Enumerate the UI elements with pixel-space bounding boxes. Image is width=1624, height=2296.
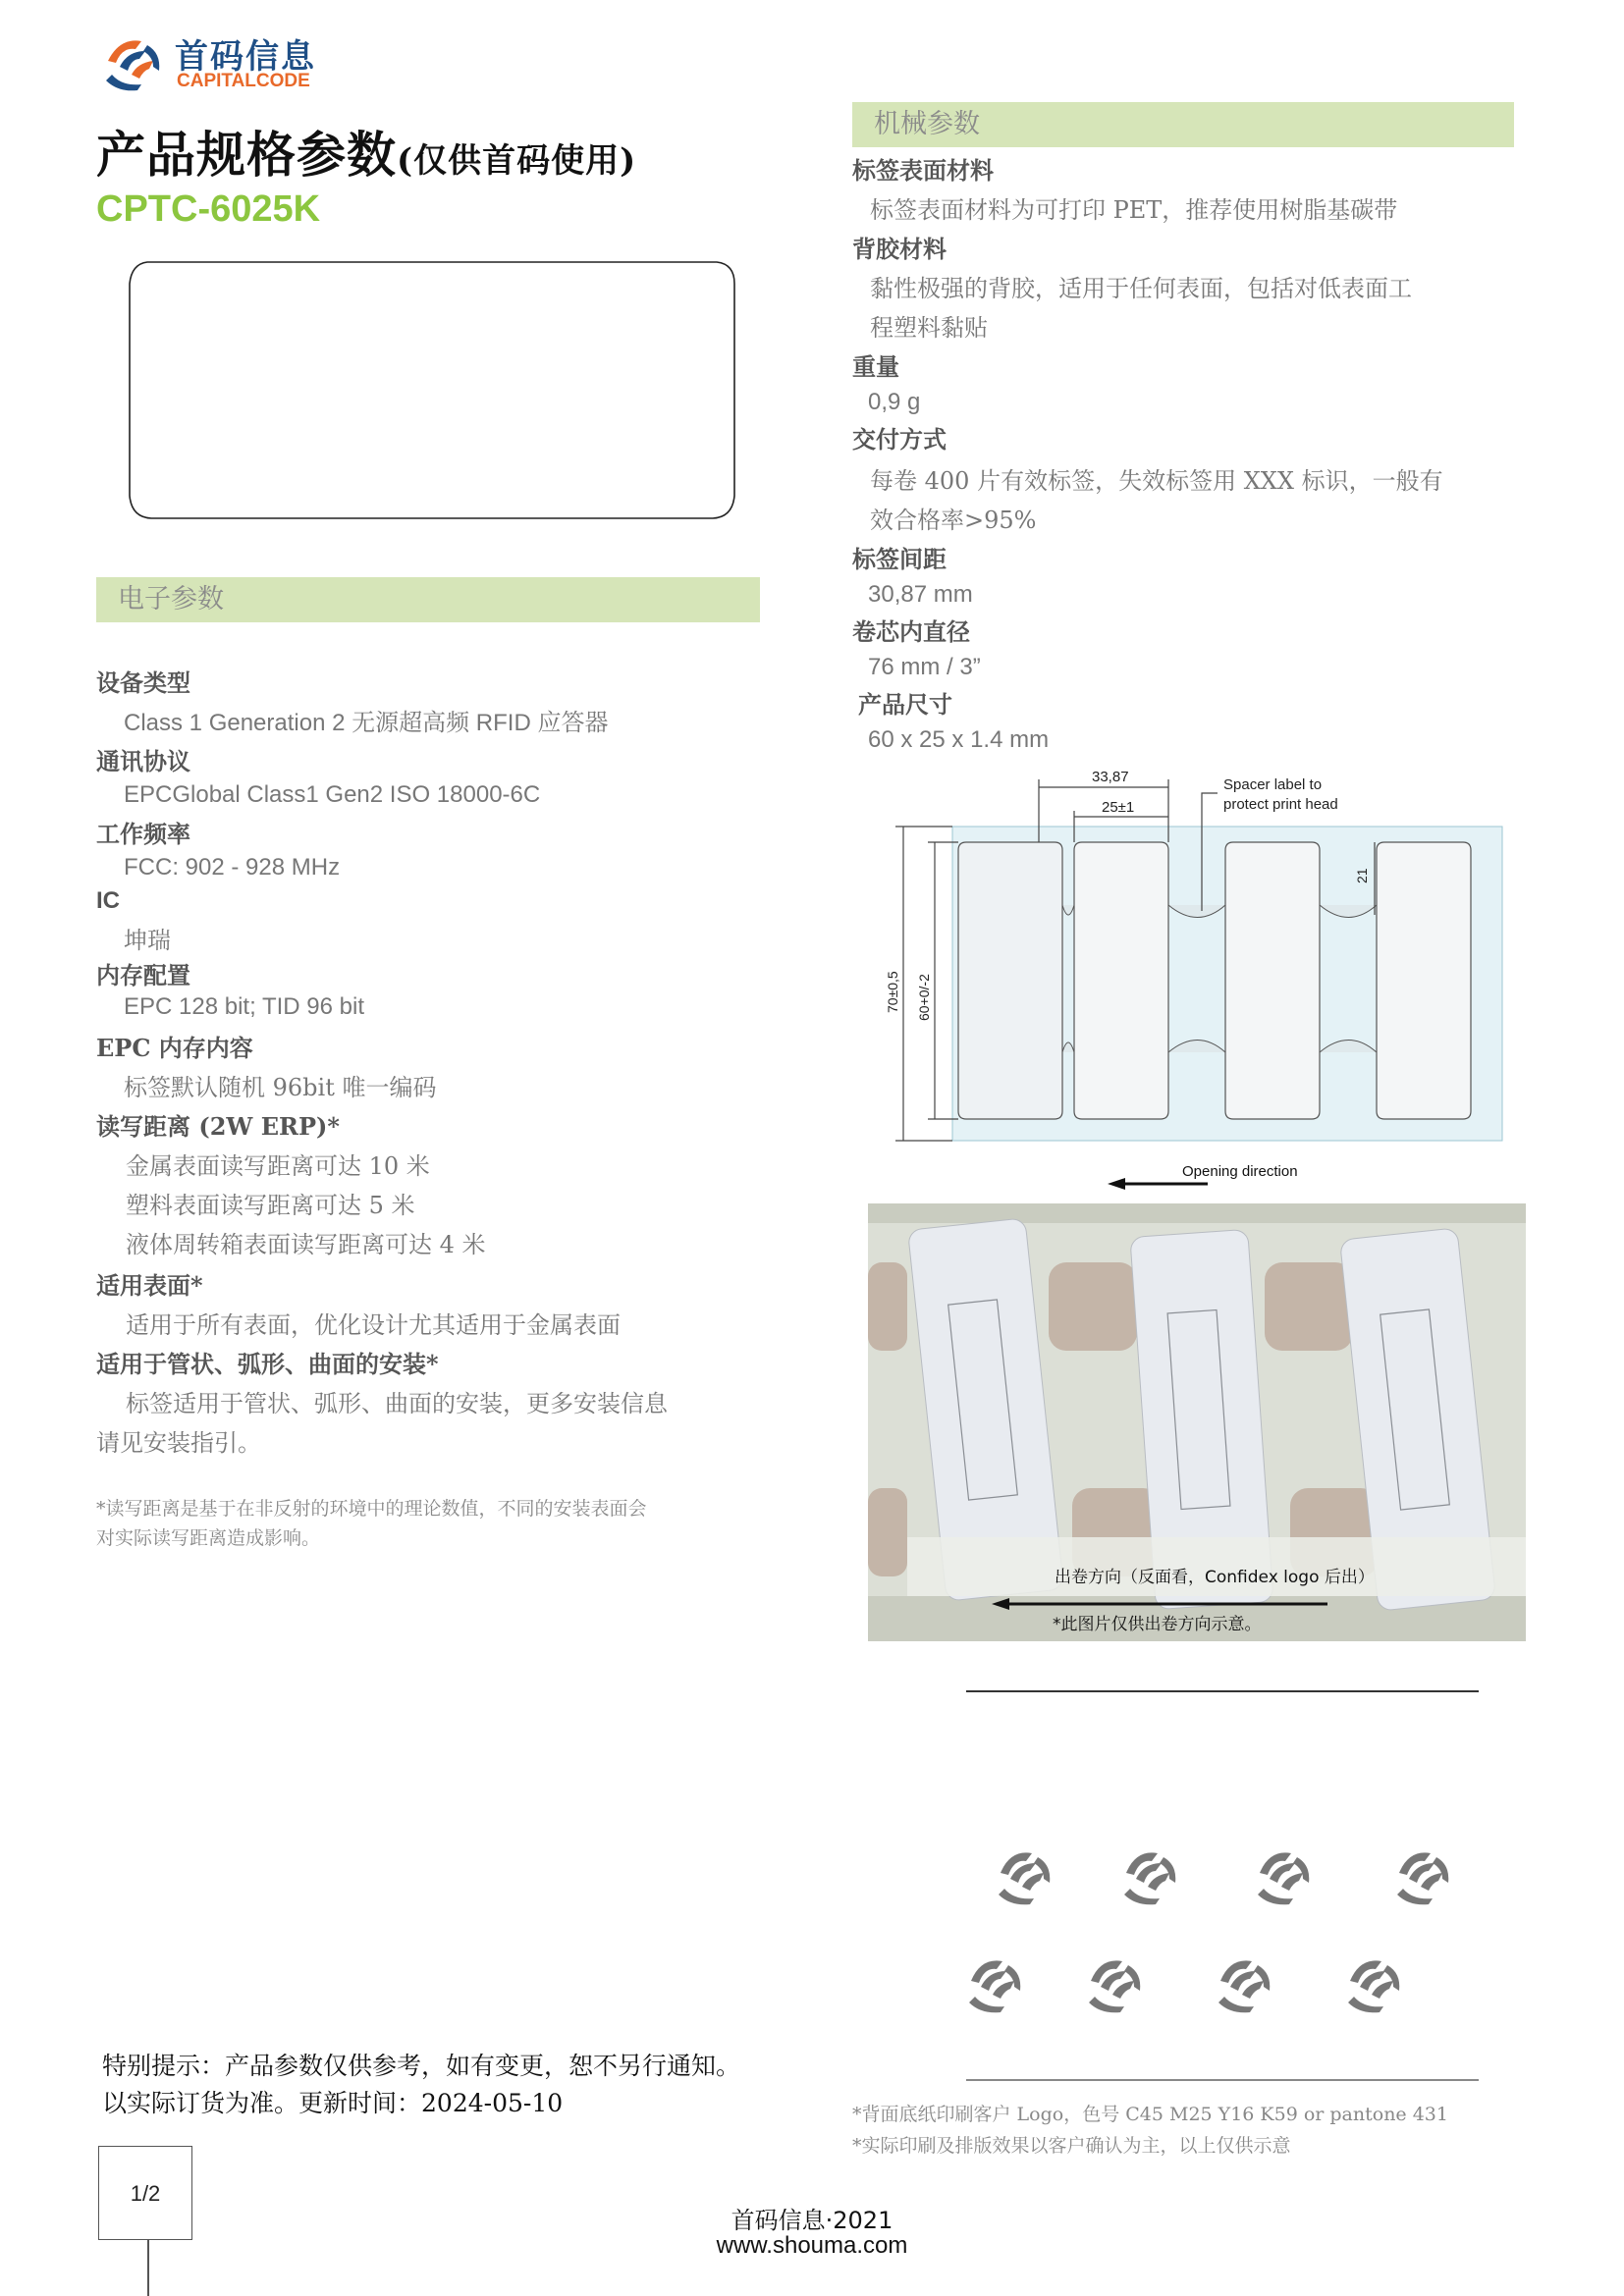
roll-dimension-diagram (874, 758, 1522, 1190)
special-notice (102, 2048, 829, 2122)
photo-caption-direction: 出卷方向（反面看，Confidex logo 后出） (1055, 1568, 1375, 1587)
footnote-line: *读写距离是基于在非反射的环境中的理论数值，不同的安装表面会 (96, 1498, 647, 1520)
title-suffix: (仅供首码使用) (397, 141, 637, 181)
model-number: CPTC-6025K (96, 188, 321, 230)
spec-label-ic: IC (96, 887, 120, 914)
spec-value-memory: EPC 128 bit; TID 96 bit (124, 993, 365, 1020)
page-number: 1/2 (98, 2146, 192, 2240)
roll-photo (868, 1203, 1526, 1641)
spec-value-ic: 坤瑞 (124, 927, 171, 954)
spacer-note-line-1: Spacer label to (1223, 776, 1323, 793)
spec-label-curved-install: 适用于管状、弧形、曲面的安装* (96, 1350, 439, 1378)
spec-value-delivery-1: 每卷 400 片有效标签，失效标签用 XXX 标识，一般有 (870, 467, 1443, 495)
spec-value-core-diameter: 76 mm / 3” (868, 654, 981, 680)
logo-icon (1348, 1960, 1399, 2012)
spec-label-pitch: 标签间距 (852, 545, 947, 573)
label-shape-outline (128, 260, 736, 520)
spec-label-core-diameter: 卷芯内直径 (852, 617, 970, 646)
spec-value-surface: 适用于所有表面，优化设计尤其适用于金属表面 (126, 1311, 621, 1339)
divider-line-thin (966, 2079, 1479, 2081)
notice-line: 特别提示：产品参数仅供参考，如有变更，恕不另行通知。 (102, 2052, 741, 2080)
page-title (96, 116, 636, 187)
capitalcode-logo-icon (98, 31, 169, 94)
dim-height-inner-label: 60+0/-2 (916, 974, 932, 1021)
spec-value-read-range-plastic: 塑料表面读写距离可达 5 米 (126, 1192, 415, 1219)
back-note-line: *实际印刷及排版效果以客户确认为主，以上仅供示意 (852, 2135, 1291, 2157)
footnote-line: 对实际读写距离造成影响。 (96, 1527, 321, 1549)
spec-label-surface: 适用表面* (96, 1271, 203, 1300)
section-mechanical-params: 机械参数 (852, 102, 1514, 147)
photo-caption-note: *此图片仅供出卷方向示意。 (1053, 1615, 1262, 1634)
spec-value-curved-install-1: 标签适用于管状、弧形、曲面的安装，更多安装信息 (126, 1390, 668, 1417)
spec-label-dimensions: 产品尺寸 (858, 690, 952, 719)
footer-url-link[interactable]: www.shouma.com (716, 2232, 908, 2259)
footer-brand: 首码信息·2021 (731, 2207, 893, 2234)
spec-label-frequency: 工作频率 (96, 820, 190, 848)
spec-label-delivery: 交付方式 (852, 425, 947, 454)
read-range-footnote (96, 1494, 764, 1553)
spec-value-adhesive-1: 黏性极强的背胶，适用于任何表面，包括对低表面工 (870, 275, 1412, 302)
divider-line (966, 1690, 1479, 1692)
logo-icon (1218, 1960, 1270, 2012)
spec-label-device-type: 设备类型 (96, 668, 190, 697)
spec-value-epc-content: 标签默认随机 96bit 唯一编码 (124, 1074, 437, 1101)
logo-icon (1258, 1852, 1309, 1904)
dim-pitch-label: 33,87 (1092, 769, 1129, 785)
spec-label-memory: 内存配置 (96, 961, 190, 989)
spec-value-frequency: FCC: 902 - 928 MHz (124, 854, 341, 881)
dim-height-outer-label: 70±0,5 (885, 971, 900, 1013)
back-note-line: *背面底纸印刷客户 Logo，色号 C45 M25 Y16 K59 or pantone 431 (852, 2104, 1448, 2125)
notice-line: 以实际订货为准。更新时间：2024-05-10 (102, 2089, 564, 2117)
brand-name-en: CAPITALCODE (177, 71, 310, 91)
logo-icon (999, 1852, 1050, 1904)
spec-label-adhesive: 背胶材料 (852, 235, 947, 263)
back-print-note (852, 2099, 1559, 2162)
spec-value-pitch: 30,87 mm (868, 581, 973, 608)
dim-gap-label: 21 (1354, 868, 1370, 883)
spec-value-dimensions: 60 x 25 x 1.4 mm (868, 726, 1050, 753)
liner-logo-pattern (957, 1845, 1488, 2052)
spec-value-read-range-metal: 金属表面读写距离可达 10 米 (126, 1152, 430, 1180)
spec-value-face-material: 标签表面材料为可打印 PET，推荐使用树脂基碳带 (870, 196, 1398, 224)
spec-value-protocol: EPCGlobal Class1 Gen2 ISO 18000-6C (124, 781, 541, 808)
spec-value-read-range-liquid: 液体周转箱表面读写距离可达 4 米 (126, 1231, 486, 1258)
opening-direction-label: Opening direction (1182, 1163, 1298, 1180)
spec-label-weight: 重量 (852, 352, 899, 381)
spec-value-device-type: Class 1 Generation 2 无源超高频 RFID 应答器 (124, 710, 609, 736)
section-electronic-params: 电子参数 (96, 577, 760, 622)
logo-icon (1397, 1852, 1448, 1904)
spec-value-curved-install-2: 请见安装指引。 (96, 1429, 261, 1457)
logo-icon (1124, 1852, 1175, 1904)
spec-value-delivery-2: 效合格率>95% (870, 507, 1037, 534)
logo-icon (969, 1960, 1020, 2012)
logo-icon (1089, 1960, 1140, 2012)
spec-value-weight: 0,9 g (868, 389, 921, 415)
title-main: 产品规格参数 (96, 126, 397, 184)
spec-value-adhesive-2: 程塑料黏贴 (870, 314, 988, 342)
spec-label-face-material: 标签表面材料 (852, 156, 994, 185)
brand-name-cn: 首码信息 (175, 37, 316, 77)
spec-label-protocol: 通讯协议 (96, 747, 190, 775)
spec-label-read-range: 读写距离 (2W ERP)* (96, 1112, 340, 1141)
spec-label-epc-content: EPC 内存内容 (96, 1034, 253, 1062)
dim-width-label: 25±1 (1102, 799, 1135, 816)
spacer-note-line-2: protect print head (1223, 796, 1338, 813)
